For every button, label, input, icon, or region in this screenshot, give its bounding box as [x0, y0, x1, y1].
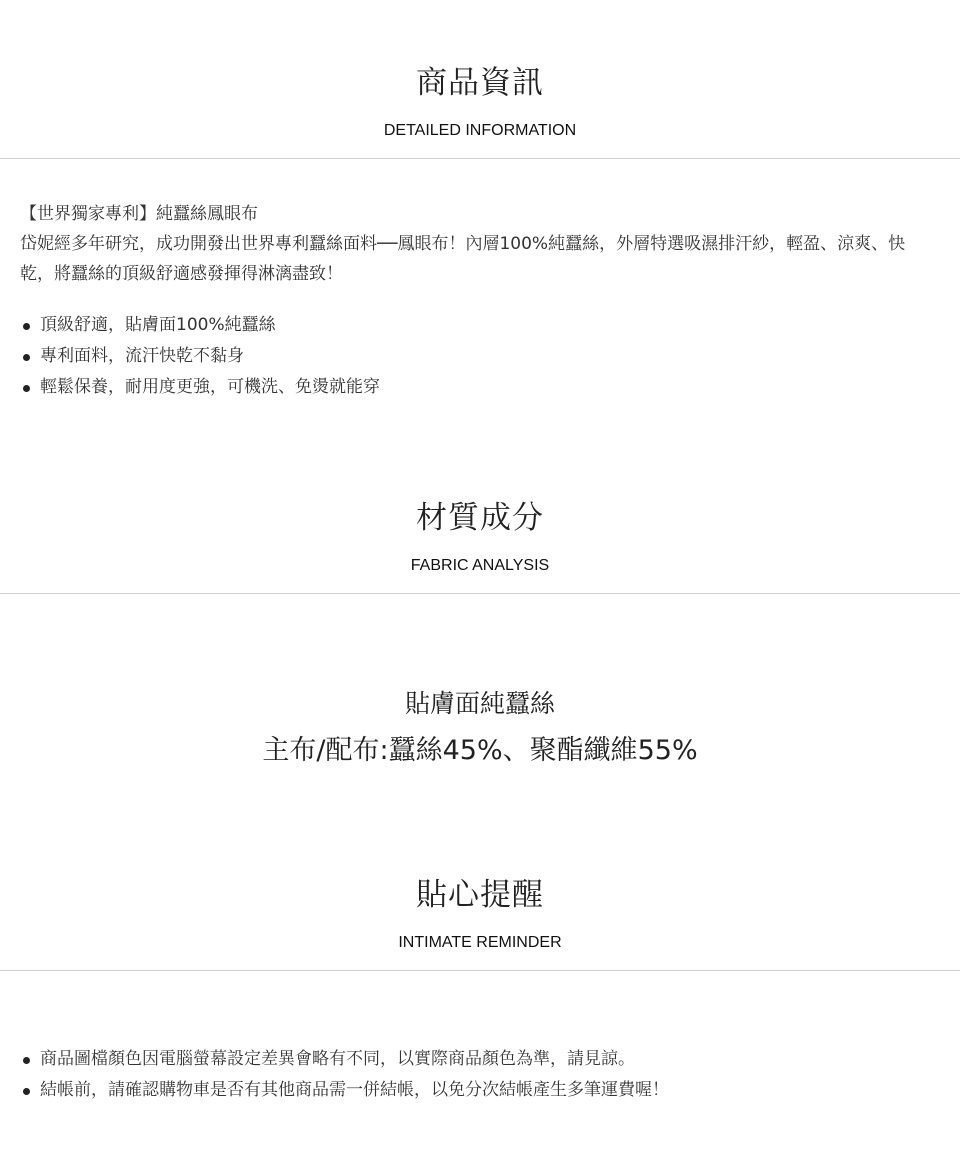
fabric-analysis-divider: [0, 593, 960, 594]
reminder-subtitle: INTIMATE REMINDER: [398, 934, 562, 951]
feature-list: [20, 310, 380, 403]
fabric-analysis-header: [0, 498, 960, 576]
reminder-item: 商品圖檔顏色因電腦螢幕設定差異會略有不同，以實際商品顏色為準，請見諒。: [20, 1044, 669, 1075]
reminder-item: 結帳前，請確認購物車是否有其他商品需一併結帳，以免分次結帳產生多筆運費喔！: [20, 1075, 669, 1106]
product-info-header: [0, 63, 960, 141]
fabric-analysis-subtitle: FABRIC ANALYSIS: [410, 557, 550, 574]
fabric-analysis-title: 材質成分: [416, 500, 544, 536]
product-info-subtitle: DETAILED INFORMATION: [383, 122, 577, 139]
reminder-divider: [0, 970, 960, 971]
feature-item: 專利面料，流汗快乾不黏身: [20, 341, 380, 372]
product-info-title: 商品資訊: [416, 65, 544, 101]
feature-item: 輕鬆保養，耐用度更強，可機洗、免燙就能穿: [20, 372, 380, 403]
reminder-header: [0, 875, 960, 953]
reminder-title: 貼心提醒: [416, 877, 544, 913]
fabric-info: [0, 687, 960, 769]
product-info-divider: [0, 158, 960, 159]
reminder-list: [20, 1044, 669, 1106]
fabric-composition: 主布/配布:蠶絲45%、聚酯纖維55%: [262, 735, 698, 766]
product-headline: 【世界獨家專利】純蠶絲鳳眼布: [20, 204, 258, 224]
feature-item: 頂級舒適，貼膚面100%純蠶絲: [20, 310, 380, 341]
product-intro: [20, 199, 920, 289]
fabric-name: 貼膚面純蠶絲: [404, 689, 555, 718]
product-description: 岱妮經多年研究，成功開發出世界專利蠶絲面料──鳳眼布！內層100%純蠶絲，外層特選吸濕排汗紗，輕盈、涼爽、快乾，將蠶絲的頂級舒適感發揮得淋漓盡致！: [20, 234, 906, 284]
